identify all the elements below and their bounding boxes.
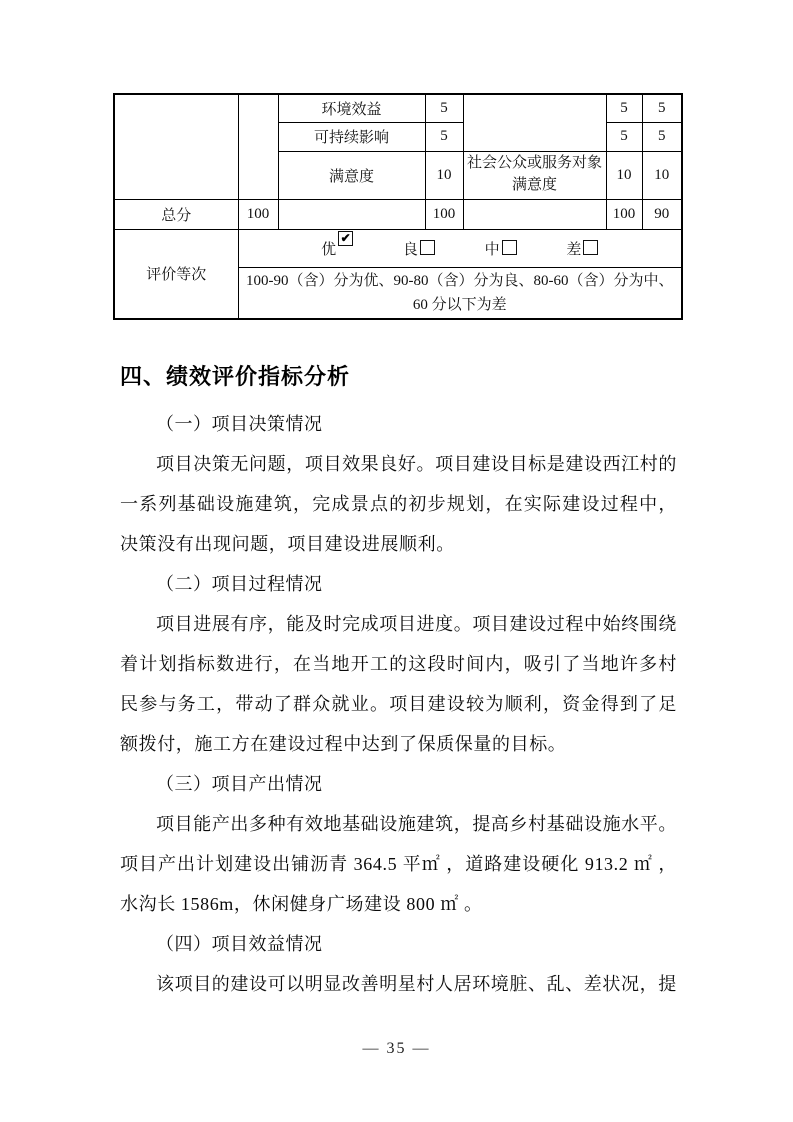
checkbox-good-icon (420, 240, 435, 255)
total-score-full-cell: 100 (606, 199, 642, 229)
grade-option-label: 优 (321, 241, 337, 258)
checkbox-poor-icon (583, 240, 598, 255)
total-weight-cell: 100 (238, 199, 278, 229)
total-label-cell: 总分 (114, 199, 238, 229)
empty-cell (278, 199, 425, 229)
score-actual-cell: 10 (642, 151, 682, 199)
grade-row (114, 229, 682, 267)
checkbox-medium-icon (502, 240, 517, 255)
page-number: — 35 — (362, 1040, 431, 1057)
indicator-cell: 环境效益 (278, 94, 425, 122)
total-score-actual-cell: 90 (642, 199, 682, 229)
total-weight-cell: 100 (425, 199, 463, 229)
empty-cell (463, 199, 606, 229)
grade-note-cell: 100-90（含）分为优、90-80（含）分为良、80-60（含）分为中、60 分以下为差 (238, 267, 682, 319)
table-row (114, 94, 682, 122)
indicator-cell: 满意度 (278, 151, 425, 199)
subsection-title-4: （四）项目效益情况 (156, 934, 323, 954)
empty-category-cell (114, 94, 238, 199)
subsection-title-3: （三）项目产出情况 (156, 774, 323, 794)
paragraph-1: 项目决策无问题，项目效果良好。项目建设目标是建设西江村的一系列基础设施建筑，完成景点的初步规划，在实际建设过程中，决策没有出现问题，项目建设进展顺利。 (120, 454, 677, 554)
empty-subindicator-cell (463, 94, 606, 151)
paragraph-2: 项目进展有序，能及时完成项目进度。项目建设过程中始终围绕着计划指标数进行，在当地开工的这段时间内，吸引了当地许多村民参与务工，带动了群众就业。项目建设较为顺利，资金得到了足额拨付，施工方在建设过程中达到了保质保量的目标。 (120, 614, 677, 754)
score-full-cell: 5 (606, 94, 642, 122)
grade-option-poor (566, 238, 598, 259)
grade-options-cell (238, 229, 682, 267)
score-full-cell: 10 (606, 151, 642, 199)
score-actual-cell: 5 (642, 122, 682, 151)
paragraph-4: 该项目的建设可以明显改善明星村人居环境脏、乱、差状况，提 (156, 974, 677, 994)
weight-cell: 5 (425, 94, 463, 122)
total-row (114, 199, 682, 229)
grade-option-excellent (321, 238, 353, 259)
indicator-cell: 可持续影响 (278, 122, 425, 151)
subsection-title-1: （一）项目决策情况 (156, 414, 323, 434)
weight-cell: 5 (425, 122, 463, 151)
grade-option-medium (485, 238, 517, 259)
score-actual-cell: 5 (642, 94, 682, 122)
score-full-cell: 5 (606, 122, 642, 151)
performance-score-table (113, 93, 683, 320)
section-heading: 四、绩效评价指标分析 (120, 364, 351, 389)
grade-option-label: 良 (402, 241, 418, 258)
subsection-title-2: （二）项目过程情况 (156, 574, 323, 594)
grade-option-good (403, 238, 435, 259)
document-body (120, 360, 677, 1004)
checkbox-excellent-icon (338, 231, 353, 246)
grade-label-cell: 评价等次 (114, 229, 238, 319)
paragraph-3: 项目能产出多种有效地基础设施建筑，提高乡村基础设施水平。项目产出计划建设出铺沥青 364.5 平㎡ ，道路建设硬化 913.2 ㎡ ，水沟长 1586m，休闲健身广场建设 800 ㎡ 。 (120, 814, 677, 914)
grade-option-label: 中 (484, 241, 500, 258)
weight-cell: 10 (425, 151, 463, 199)
grade-option-label: 差 (566, 241, 582, 258)
sub-indicator-cell: 社会公众或服务对象满意度 (463, 151, 606, 199)
empty-weight-cell (238, 94, 278, 199)
